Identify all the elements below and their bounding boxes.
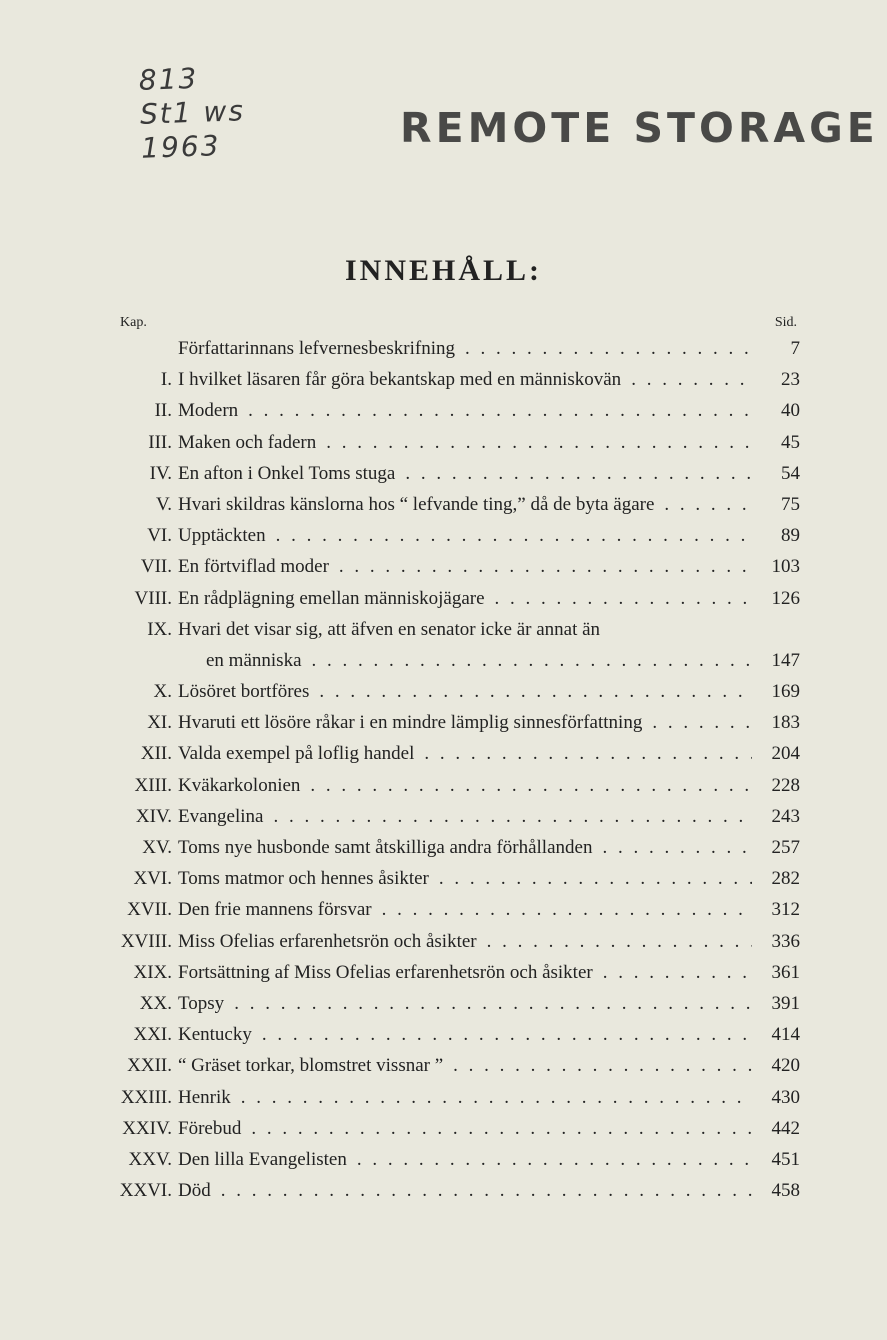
chapter-title-text: Lösöret bortföres: [178, 681, 313, 702]
page-number: 391: [752, 993, 800, 1015]
chapter-title-text: Förebud: [178, 1118, 245, 1139]
chapter-title-text: Författarinnans lefvernesbeskrifning: [178, 338, 459, 359]
chapter-title: [178, 743, 752, 765]
table-of-contents: [100, 338, 800, 1211]
chapter-number: XII.: [140, 743, 172, 765]
chapter-number: XIX.: [133, 961, 172, 983]
chapter-title: [178, 338, 752, 360]
chapter-number: XIV.: [135, 805, 172, 827]
toc-entry: [100, 806, 800, 837]
chapter-title-text: Valda exempel på loflig handel: [178, 743, 418, 764]
toc-entry: [100, 1149, 800, 1180]
page-number: 312: [752, 899, 800, 921]
page-column-header: Sid.: [774, 315, 797, 330]
handwritten-call-number: [138, 60, 246, 166]
chapter-title-text: En förtviflad moder: [178, 556, 333, 577]
chapter-number: III.: [148, 431, 172, 453]
page-number: 183: [752, 712, 800, 734]
toc-entry: [100, 588, 800, 619]
chapter-number: XX.: [139, 992, 172, 1014]
chapter-title: [178, 432, 752, 454]
chapter-title: [178, 868, 752, 890]
chapter-title: [178, 1087, 752, 1109]
chapter-title-text: Topsy: [178, 993, 228, 1014]
page-number: 420: [752, 1055, 800, 1077]
page-number: 414: [752, 1024, 800, 1046]
chapter-title-text: Hvari det visar sig, att äfven en senator icke är annat än: [178, 619, 604, 640]
chapter-title-text: Toms nye husbonde samt åtskilliga andra förhållanden: [178, 837, 596, 858]
page-number: 204: [752, 743, 800, 765]
toc-entry: [100, 743, 800, 774]
page-number: 442: [752, 1118, 800, 1140]
page-number: 23: [752, 369, 800, 391]
chapter-column-header: Kap.: [120, 315, 147, 330]
page-number: 282: [752, 868, 800, 890]
chapter-number: XIII.: [134, 774, 172, 796]
chapter-number: XI.: [147, 712, 172, 734]
toc-entry: [100, 681, 800, 712]
chapter-title-text: En rådplägning emellan människojägare: [178, 588, 489, 609]
chapter-title: [178, 962, 752, 984]
toc-entry: [100, 899, 800, 930]
page-number: 45: [752, 432, 800, 454]
remote-storage-stamp: REMOTE STORAGE: [400, 104, 879, 152]
toc-entry: [100, 338, 800, 369]
chapter-title-text: Upptäckten: [178, 525, 270, 546]
chapter-number: VIII.: [134, 587, 172, 609]
chapter-number: XVI.: [133, 868, 172, 890]
page-number: 103: [752, 556, 800, 578]
chapter-number: X.: [153, 681, 172, 703]
chapter-title-text: Evangelina: [178, 806, 267, 827]
page-number: 243: [752, 806, 800, 828]
handwritten-line: St1 ws: [139, 94, 246, 131]
toc-entry: [100, 962, 800, 993]
toc-entry: [100, 1055, 800, 1086]
chapter-title-text: I hvilket läsaren får göra bekantskap med en människovän: [178, 369, 625, 390]
chapter-title: [178, 650, 752, 672]
chapter-title-text: Död: [178, 1180, 215, 1201]
toc-entry: [100, 775, 800, 806]
handwritten-line: 1963: [140, 129, 221, 165]
chapter-number: IV.: [149, 462, 172, 484]
chapter-number: XXV.: [128, 1148, 172, 1170]
toc-entry: [100, 1118, 800, 1149]
page-number: 451: [752, 1149, 800, 1171]
chapter-title-text: Fortsättning af Miss Ofelias erfarenhetsrön och åsikter: [178, 962, 597, 983]
chapter-title: [178, 1180, 752, 1202]
toc-entry: [100, 525, 800, 556]
chapter-number: XV.: [142, 837, 172, 858]
toc-entry: [100, 837, 800, 868]
page-number: 458: [752, 1180, 800, 1202]
toc-entry: [100, 993, 800, 1024]
chapter-title-text: Modern: [178, 400, 242, 421]
toc-entry: [100, 494, 800, 525]
chapter-title: [178, 588, 752, 610]
chapter-title: [178, 993, 752, 1015]
toc-entry: [100, 369, 800, 400]
chapter-number: XXIII.: [120, 1086, 172, 1108]
chapter-title-text: En afton i Onkel Toms stuga: [178, 463, 399, 484]
chapter-title-text: Miss Ofelias erfarenhetsrön och åsikter: [178, 931, 481, 952]
chapter-title-text: Maken och fadern: [178, 432, 320, 453]
chapter-title-text: Hvaruti ett lösöre råkar i en mindre lämplig sinnesförfattning: [178, 712, 646, 733]
chapter-title: [178, 1149, 752, 1171]
toc-entry: [100, 619, 800, 650]
chapter-title-text: “ Gräset torkar, blomstret vissnar ”: [178, 1055, 447, 1076]
page-number: 228: [752, 775, 800, 797]
chapter-title: [178, 369, 752, 391]
chapter-number: VII.: [140, 556, 172, 578]
chapter-title: [178, 775, 752, 797]
page-number: 257: [752, 837, 800, 859]
toc-entry: [100, 556, 800, 587]
toc-entry: [100, 1087, 800, 1118]
chapter-title: [178, 806, 752, 828]
chapter-title: [178, 931, 752, 953]
chapter-number: XVII.: [127, 899, 172, 921]
chapter-number: II.: [154, 400, 172, 422]
toc-entry: [100, 1024, 800, 1055]
page-number: 40: [752, 400, 800, 422]
handwritten-line: 813: [138, 61, 199, 97]
page-number: 89: [752, 525, 800, 547]
chapter-number: VI.: [147, 525, 172, 547]
toc-entry: [100, 1180, 800, 1211]
chapter-title: [178, 899, 752, 921]
toc-entry: [100, 931, 800, 962]
chapter-title-text: Den frie mannens försvar: [178, 899, 376, 920]
chapter-title: [178, 1055, 752, 1077]
page-number: 430: [752, 1087, 800, 1109]
chapter-title-text: Kväkarkolonien: [178, 775, 304, 796]
chapter-title-text: Henrik: [178, 1087, 235, 1108]
page-number: 336: [752, 931, 800, 953]
page-number: 75: [752, 494, 800, 516]
chapter-title: [178, 1024, 752, 1046]
chapter-title-text: Kentucky: [178, 1024, 256, 1045]
chapter-title: [178, 494, 752, 516]
chapter-title-text: Toms matmor och hennes åsikter: [178, 868, 433, 889]
chapter-title-text: en människa: [206, 650, 306, 671]
page-number: 7: [752, 338, 800, 360]
chapter-title: [178, 525, 752, 547]
chapter-number: IX.: [147, 618, 172, 640]
chapter-title-text: Hvari skildras känslorna hos “ lefvande ting,” då de byta ägare: [178, 494, 658, 515]
page-number: 361: [752, 962, 800, 984]
toc-entry: [100, 432, 800, 463]
toc-entry: [100, 463, 800, 494]
toc-entry: [100, 712, 800, 743]
toc-entry: [100, 400, 800, 431]
chapter-title: [178, 712, 752, 734]
page-number: 126: [752, 588, 800, 610]
chapter-title: [178, 556, 752, 578]
chapter-number: XVIII.: [120, 930, 172, 952]
chapter-number: XXIV.: [122, 1117, 172, 1139]
chapter-number: XXII.: [127, 1055, 172, 1077]
chapter-title: [178, 1118, 752, 1140]
page-number: 169: [752, 681, 800, 703]
toc-entry: [100, 650, 800, 681]
chapter-title: [178, 463, 752, 485]
chapter-number: XXVI.: [119, 1180, 172, 1202]
page-number: 147: [752, 650, 800, 672]
chapter-title: [178, 837, 752, 859]
chapter-title: [178, 400, 752, 422]
page-title: INNEHÅLL:: [344, 254, 543, 287]
chapter-number: V.: [155, 493, 172, 515]
chapter-title: [178, 619, 752, 641]
page-number: 54: [752, 463, 800, 485]
chapter-number: XXI.: [133, 1024, 172, 1046]
chapter-title-text: Den lilla Evangelisten: [178, 1149, 351, 1170]
toc-entry: [100, 868, 800, 899]
chapter-number: I.: [160, 369, 172, 391]
chapter-title: [178, 681, 752, 703]
